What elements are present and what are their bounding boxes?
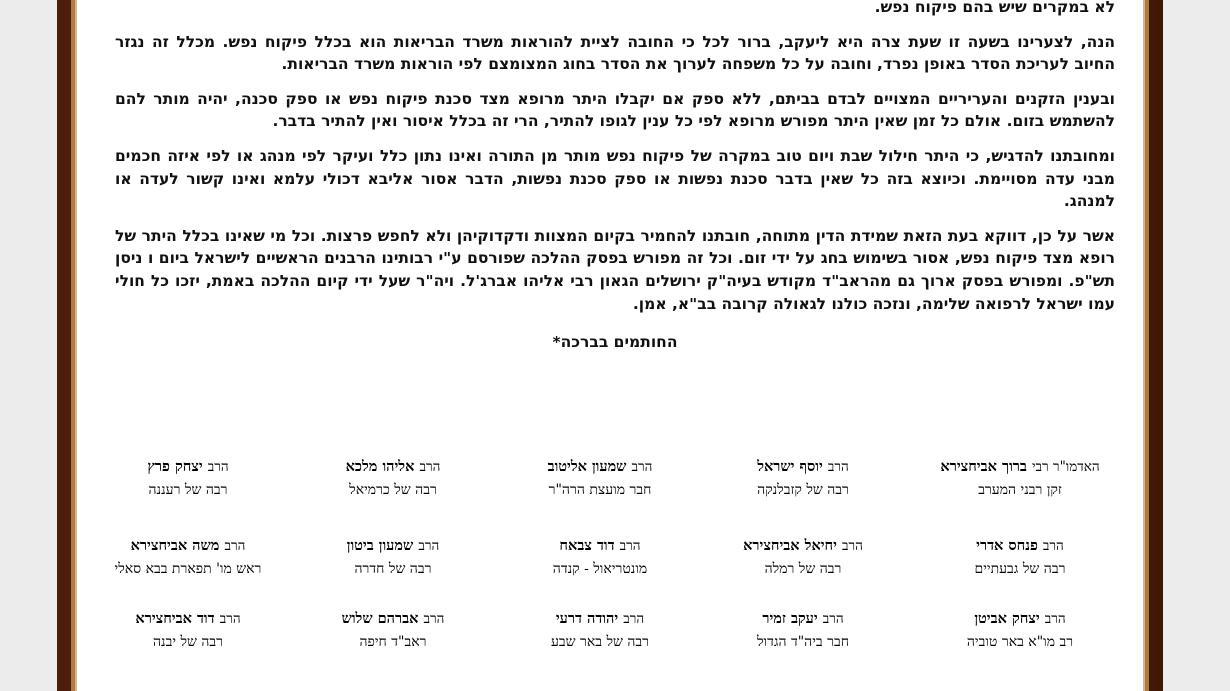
signer-role: מונטריאול - קנדה: [552, 561, 648, 577]
signer-name: הרב שמעון ביטון: [346, 537, 440, 554]
signer-role: רבה של באר שבע: [550, 634, 650, 650]
signer: [495, 608, 705, 654]
signer: [698, 456, 908, 502]
document-body: [115, 0, 1115, 388]
signer-name: הרב יצחק אביטן: [974, 610, 1066, 627]
signer: [698, 535, 908, 581]
signer-role: חבר ביה"ד הגדול: [757, 634, 849, 650]
signer-name: הרב אברהם שלוש: [341, 610, 445, 627]
signer-role: רב מו"א באר טוביה: [966, 634, 1074, 650]
signer: [83, 456, 293, 502]
paragraph-conclusion: אשר על כן, דווקא בעת הזאת שמידת הדין מתוחה, חובתנו להחמיר בקיום המצוות ודקדוקיהן ולא לחפש פרצות. וכל מי שאינו בכלל היתר של רופא מצד פיקוח נפש, אסור בשימוש בחג על ידי זום. וכל זה מפורש בפסק ההלכה שפורסם ע"י רבותינו הרבנים הראשיים לישראל ביום ו ניסן תש"פ. ומפורש בפסק ארוך גם מהראב"ד מקודש בעיה"ק ירושלים הגאון רבי אליהו אברג'ל. ויה"ר שעל ידי קיום ההלכה באמת, יזכו כל חולי עמו ישראל לרפואה שלימה, ונזכה כולנו לגאולה קרובה בב"א, אמן.: [115, 226, 1115, 313]
signer-role: רבה של חדרה: [354, 561, 432, 577]
signer: [288, 535, 498, 581]
signer: [83, 608, 293, 654]
signer-name: הרב יצחק פרץ: [147, 458, 229, 475]
signer-name: הרב יוסף ישראל: [757, 458, 849, 475]
signer: [83, 535, 293, 581]
signer-role: ראש מו' תפארת בבא סאלי: [114, 561, 262, 577]
paragraph-shabbat-emphasis: ומחובתנו להדגיש, כי היתר חילול שבת ויום טוב במקרה של פיקוח נפש מותר מן התורה ואינו נתון כלל ועיקר לפי מנהג או לפי איזה חכמים מבני עדה מסויימת. וכיוצא בזה כל שאין בדבר סכנת נפשות או ספק סכנת נפשות, הדבר אסור אליבא דכולי עלמא ואינו קשור לעדה או למנהג.: [115, 146, 1115, 211]
signer: [915, 456, 1125, 502]
decorative-frame: [57, 0, 1163, 691]
signer-name: הרב יעקב זמיר: [762, 610, 844, 627]
signer-name: הרב שמעון אליטוב: [547, 458, 653, 475]
frame-inner-border: [71, 0, 1149, 691]
signer: [288, 456, 498, 502]
paragraph-intro-tail: לא במקרים שיש בהם פיקוח נפש.: [874, 0, 1115, 16]
signer: [495, 535, 705, 581]
signer-name: הרב דוד אביחצירא: [135, 610, 241, 627]
signer: [915, 535, 1125, 581]
signer-name: הרב יחיאל אביחצירא: [743, 537, 863, 554]
signatories-heading: החותמים בברכה*: [552, 333, 678, 352]
signer-role: רבה של יבנה: [152, 634, 224, 650]
signer-role: ראב"ד חיפה: [359, 634, 427, 650]
signer: [495, 456, 705, 502]
signer: [288, 608, 498, 654]
signer-name: הרב אליהו מלכא: [345, 458, 441, 475]
signer-role: רבה של רעננה: [148, 482, 228, 498]
signer-name: האדמו"ר רבי ברוך אביחצירא: [940, 458, 1100, 475]
signer-name: הרב יהודה דרעי: [555, 610, 645, 627]
document-page: [75, 0, 1145, 691]
signer-role: חבר מועצת הרה"ר: [548, 482, 652, 498]
signer: [698, 608, 908, 654]
signer-role: רבה של קזבלנקה: [757, 482, 849, 498]
signer-name: הרב דוד צבאח: [559, 537, 641, 554]
signer: [915, 608, 1125, 654]
paragraph-health-ministry: הנה, לצערינו בשעה זו שעת צרה היא ליעקב, ברור לכל כי החובה לציית להוראות משרד הבריאות הוא בכלל פיקוח נפש. מכלל זה נגזר החיוב לעריכת הסדר באופן נפרד, וחובה על כל משפחה לערוך את הסדר בחוג המצומצם לפי הוראות משרד הבריאות.: [115, 32, 1115, 74]
signer-name: הרב משה אביחצירא: [130, 537, 246, 554]
signatories-list: [77, 456, 1143, 686]
signer-role: רבה של גבעתיים: [974, 561, 1066, 577]
signer-role: רבה של כרמיאל: [349, 482, 437, 498]
signer-role: זקן רבני המערב: [978, 482, 1062, 498]
signer-role: רבה של רמלה: [764, 561, 842, 577]
paragraph-elderly-zoom: ובענין הזקנים והעריריים המצויים לבדם בביתם, ללא ספק אם יקבלו היתר מרופא מצד סכנת פיקוח נפש או ספק סכנה, יהיה מותר להם להשתמש בזום. אולם כל זמן שאין היתר מפורש מרופא לפי כל ענין לגופו להתיר, הרי זה בכלל איסור ואין להתיר בדבר.: [115, 89, 1115, 131]
signer-name: הרב פנחס אדרי: [976, 537, 1064, 554]
